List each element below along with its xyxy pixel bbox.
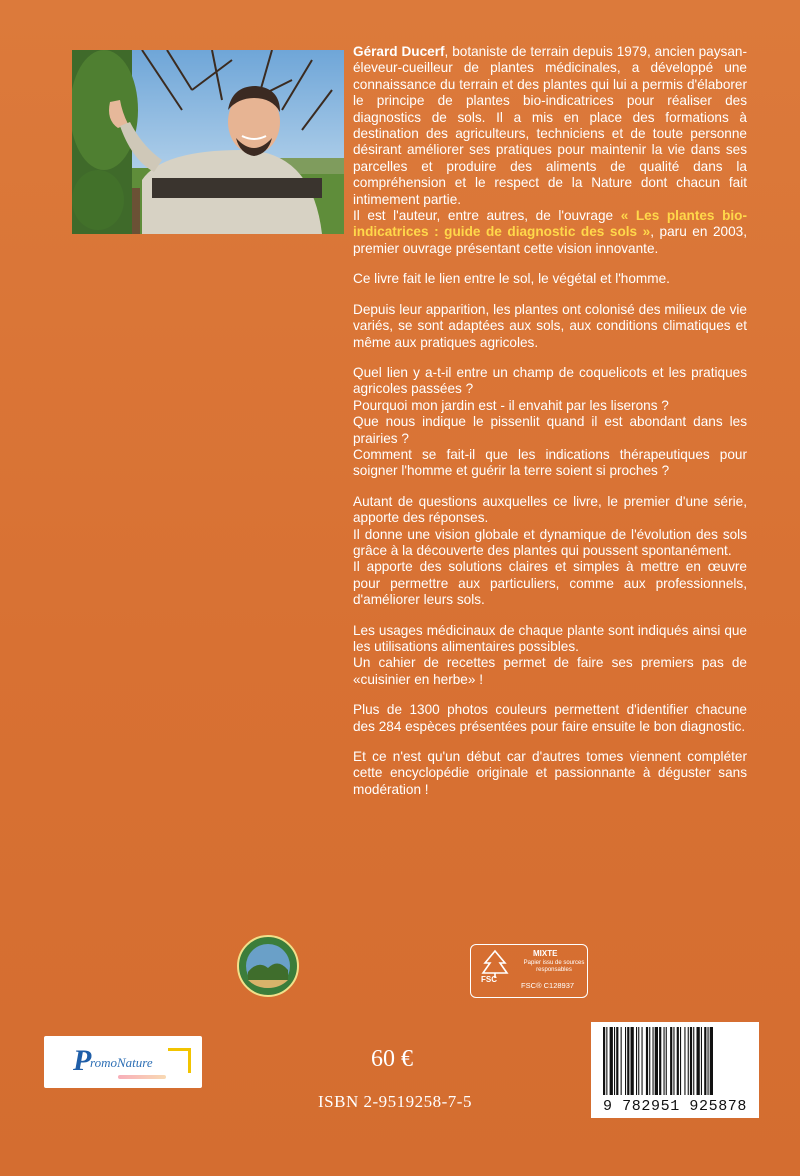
paragraph-closing: Et ce n'est qu'un début car d'autres tomes viennent compléter cette encyclopédie originale et passionnante à déguster sans modération ! (353, 749, 747, 797)
barcode-bar (614, 1027, 615, 1095)
barcode-bar (636, 1027, 637, 1095)
paragraph-answers-2: Il donne une vision globale et dynamique de l'évolution des sols grâce à la découverte des plantes qui poussent spontanément. (353, 526, 747, 558)
barcode-bar (664, 1027, 665, 1095)
fsc-mixte: MIXTE (533, 949, 558, 958)
barcode-digits: 9 782951 925878 (602, 1098, 748, 1115)
barcode-bar (704, 1027, 706, 1095)
author-name: Gérard Ducerf (353, 44, 445, 59)
barcode-bar (610, 1027, 613, 1095)
barcode-bar (666, 1027, 667, 1095)
barcode-bar (684, 1027, 685, 1095)
author-bio (353, 44, 747, 208)
barcode-bars (599, 1027, 751, 1097)
barcode-bar (627, 1027, 629, 1095)
publisher-logo-text: romoNature (90, 1055, 153, 1070)
barcode-bar (693, 1027, 694, 1095)
fsc-source: Papier issu de sources responsables (523, 960, 585, 973)
barcode-bar (697, 1027, 700, 1095)
barcode-bar (688, 1027, 689, 1095)
paragraph-answers-1: Autant de questions auxquelles ce livre, le premier d'une série, apporte des réponses. (353, 493, 747, 526)
barcode-bar (659, 1027, 661, 1095)
publisher-corner-mark (168, 1048, 191, 1073)
question-4: Comment se fait-il que les indications thérapeutiques pour soigner l'homme et guérir la terre soient si proches ? (353, 446, 747, 479)
barcode-bar (708, 1027, 709, 1095)
publisher-logo-p: P (73, 1044, 92, 1077)
barcode (591, 1022, 759, 1118)
paragraph-link: Ce livre fait le lien entre le sol, le végétal et l'homme. (353, 271, 670, 287)
author-works: Il est l'auteur, entre autres, de l'ouvrage « Les plantes bio-indicatrices : guide de diagnostic des sols », paru en 2003, premier ouvrage présentant cette vision innovante. (353, 208, 747, 256)
publisher-swoosh (118, 1075, 166, 1079)
author-bio-text: , botaniste de terrain depuis 1979, ancien paysan-éleveur-cueilleur de plantes médicinales, a développé une connaissance du terrain et des plantes qui lui a permis d'élaborer le principe de plantes bio-indicatrices pour réaliser des diagnostics de sols. Il a mis en place des formations à destination des agriculteurs, techniciens et de toute personne désirant améliorer ses pratiques pour maintenir la vie dans ses parcelles et produire des aliments de qualité dans la compréhension et le respect de la Nature dont chacun fait intimement partie. (353, 44, 747, 207)
barcode-bar (606, 1027, 607, 1095)
question-2: Pourquoi mon jardin est - il envahit par les liserons ? (353, 397, 669, 413)
organic-seal-icon (236, 934, 300, 998)
fsc-code: FSC® C128937 (521, 981, 575, 990)
paragraph-uses-2: Un cahier de recettes permet de faire ses premiers pas de «cuisinier en herbe» ! (353, 655, 747, 687)
barcode-bar (655, 1027, 658, 1095)
paragraph-plants: Depuis leur apparition, les plantes ont colonisé des milieux de vie variés, se sont adaptées aux sols, aux conditions climatiques et même aux pratiques agricoles. (353, 301, 747, 350)
back-cover-text (353, 44, 747, 812)
isbn: ISBN 2-9519258-7-5 (318, 1092, 472, 1111)
barcode-bar (653, 1027, 654, 1095)
barcode-bar (680, 1027, 681, 1095)
fsc-letters: FSC (481, 975, 497, 984)
barcode-bar (616, 1027, 618, 1095)
paragraph-photos: Plus de 1300 photos couleurs permettent d'identifier chacune des 284 espèces présentées pour faire ensuite le bon diagnostic. (353, 702, 747, 734)
price: 60 € (371, 1046, 413, 1072)
barcode-bar (621, 1027, 622, 1095)
fsc-label (470, 944, 588, 998)
barcode-bar (631, 1027, 634, 1095)
barcode-bar (673, 1027, 674, 1095)
publisher-logo (44, 1036, 202, 1088)
barcode-bar (690, 1027, 692, 1095)
barcode-bar (603, 1027, 605, 1095)
barcode-bar (701, 1027, 702, 1095)
barcode-bar (649, 1027, 650, 1095)
barcode-bar (710, 1027, 713, 1095)
barcode-bar (638, 1027, 639, 1095)
paragraph-uses-1: Les usages médicinaux de chaque plante sont indiqués ainsi que les utilisations alimentaires possibles. (353, 622, 747, 654)
question-1: Quel lien y a-t-il entre un champ de coquelicots et les pratiques agricoles passées ? (353, 364, 747, 397)
paragraph-answers-3: Il apporte des solutions claires et simples à mettre en œuvre pour permettre aux particuliers, comme aux professionnels, d'améliorer leurs sols. (353, 559, 747, 608)
barcode-bar (646, 1027, 648, 1095)
author-photo (72, 50, 344, 234)
fsc-tree-icon (477, 949, 517, 993)
question-3: Que nous indique le pissenlit quand il est abondant dans les prairies ? (353, 414, 747, 446)
book-title-highlight: « Les plantes bio-indicatrices : guide de diagnostic des sols » (353, 208, 747, 240)
barcode-bar (642, 1027, 643, 1095)
barcode-bar (677, 1027, 679, 1095)
barcode-bar (670, 1027, 672, 1095)
barcode-bar (625, 1027, 626, 1095)
